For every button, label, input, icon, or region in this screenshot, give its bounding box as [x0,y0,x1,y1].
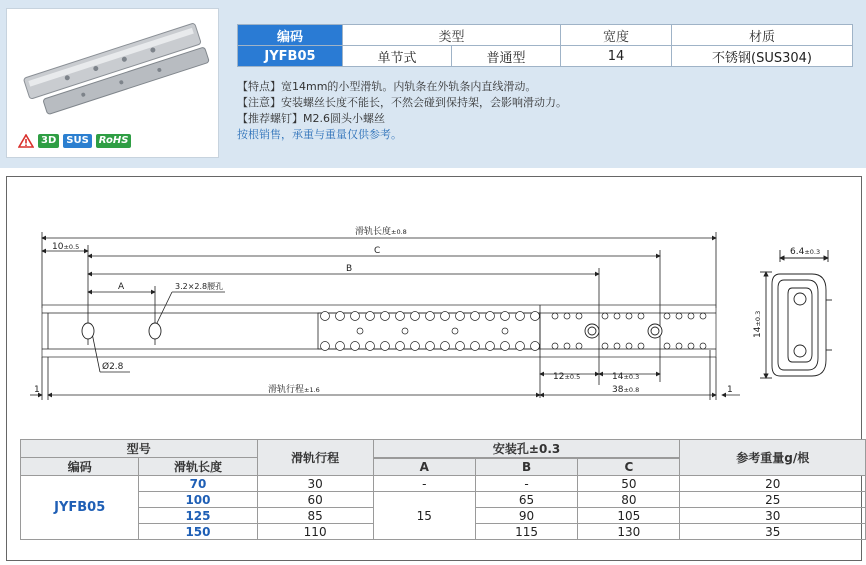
cell-weight: 25 [680,492,866,508]
dim-1-left-label: 1 [34,385,40,395]
cell-b: - [475,476,577,492]
dim-12-label: 12±0.5 [553,372,581,382]
cell-length: 100 [139,492,257,508]
badge-sus: SUS [63,134,92,148]
th-c: C [578,459,680,476]
th-length: 滑轨长度 [139,458,257,476]
stroke-label: 滑轨行程±1.6 [268,385,320,395]
cell-stroke: 85 [257,508,373,524]
dim-b-label: B [346,264,353,274]
cell-c: 105 [578,508,680,524]
dim-14-label: 14±0.3 [612,372,640,382]
cell-b: 115 [475,524,577,540]
cell-a: - [373,476,475,492]
spec-type-2: 普通型 [452,46,561,67]
th-holes: 安装孔±0.3 [373,440,680,458]
spec-header-type: 类型 [343,25,561,46]
cell-weight: 35 [680,524,866,540]
cell-weight: 20 [680,476,866,492]
note-caution: 【注意】安装螺丝长度不能长，不然会碰到保持架，会影响滑动力。 [237,96,567,109]
hole-diameter-label: Ø2.8 [102,362,124,372]
spec-header-code: 编码 [238,25,343,46]
spec-width: 14 [561,46,672,67]
side-height-label: 14±0.3 [753,310,763,338]
dim-38-label: 38±0.8 [612,385,640,395]
waist-hole-label: 3.2×2.8腰孔 [175,282,224,291]
cell-length: 150 [139,524,257,540]
cell-weight: 30 [680,508,866,524]
cell-c: 50 [578,476,680,492]
th-stroke: 滑轨行程 [257,440,373,476]
table-row [21,492,866,508]
note-sales: 按根销售，承重与重量仅供参考。 [237,128,402,141]
cell-c: 130 [578,524,680,540]
note-screw: 【推荐螺钉】M2.6圆头小螺丝 [237,112,385,125]
dim-c-label: C [374,246,381,256]
dim-10-label: 10±0.5 [52,242,80,252]
th-code: 编码 [21,458,139,476]
spec-code: JYFB05 [238,46,343,67]
cell-length: 70 [139,476,257,492]
side-width-label: 6.4±0.3 [790,247,821,257]
cell-stroke: 60 [257,492,373,508]
cell-b: 90 [475,508,577,524]
spec-material: 不锈钢(SUS304) [672,46,853,67]
spec-type-1: 单节式 [343,46,452,67]
th-weight: 参考重量g/根 [680,440,866,476]
th-a: A [373,459,475,476]
spec-header-material: 材质 [672,25,853,46]
cell-code: JYFB05 [21,476,139,540]
th-b: B [475,459,577,476]
cell-b: 65 [475,492,577,508]
th-model: 型号 [21,440,258,458]
badge-3d: 3D [38,134,59,148]
rail-length-label: 滑轨长度±0.8 [355,227,407,237]
note-feature: 【特点】宽14mm的小型滑轨。内轨条在外轨条内直线滑动。 [237,80,537,93]
cell-c: 80 [578,492,680,508]
table-row [21,476,866,492]
badge-rohs: RoHS [96,134,132,148]
cell-stroke: 110 [257,524,373,540]
spec-header-width: 宽度 [561,25,672,46]
size-table [20,439,866,540]
side-profile [760,250,832,378]
dim-1-right-label: 1 [727,385,733,395]
dim-a-label: A [118,282,125,292]
cell-a-shared: 15 [373,492,475,540]
cell-length: 125 [139,508,257,524]
cell-stroke: 30 [257,476,373,492]
